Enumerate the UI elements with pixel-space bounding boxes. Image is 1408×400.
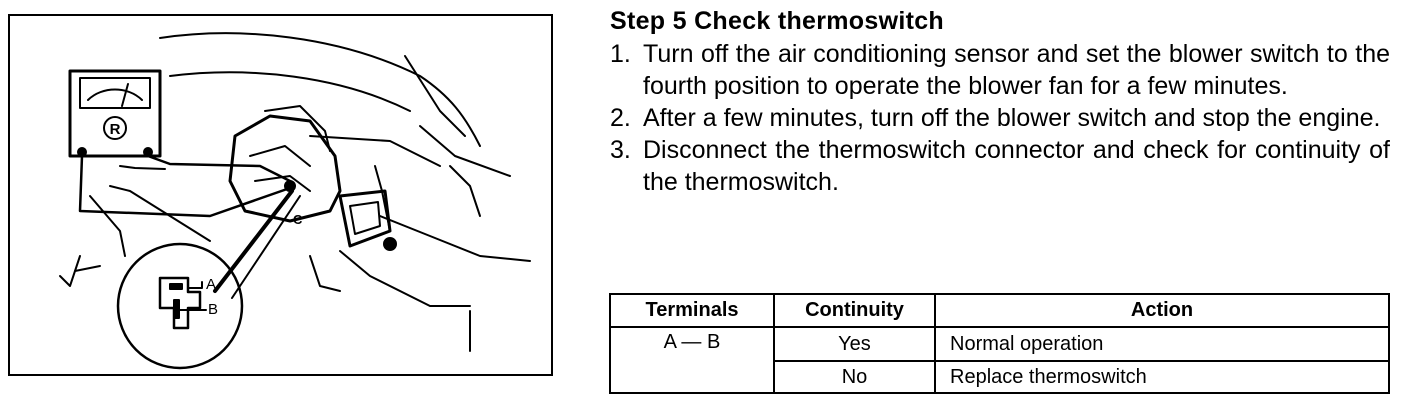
terminal-b-label: B <box>208 301 219 318</box>
leader-lines <box>215 191 300 298</box>
terminals-cell-merged <box>610 361 774 393</box>
step-number: 3. <box>610 136 631 164</box>
continuity-cell: Yes <box>774 327 935 361</box>
step-item-2 <box>610 102 1390 134</box>
header-continuity: Continuity <box>774 294 935 327</box>
action-cell: Replace thermoswitch <box>935 361 1389 393</box>
continuity-cell: No <box>774 361 935 393</box>
thermoswitch-illustration <box>10 16 553 376</box>
terminals-cell: A — B <box>610 327 774 361</box>
step-text: Disconnect the thermoswitch connector and check for continuity of the thermoswitch. <box>643 136 1390 196</box>
step-text: After a few minutes, turn off the blower switch and stop the engine. <box>643 104 1381 132</box>
step-number: 1. <box>610 40 631 68</box>
table-row <box>610 327 1389 361</box>
header-terminals: Terminals <box>610 294 774 327</box>
step-item-1 <box>610 38 1390 102</box>
action-cell: Normal operation <box>935 327 1389 361</box>
dashboard-outline <box>60 33 530 351</box>
step-text: Turn off the air conditioning sensor and set the blower switch to the fourth position to operate the blower fan for a few minutes. <box>643 40 1390 100</box>
table-header-row <box>610 294 1389 327</box>
terminal-a-label: A <box>206 276 217 293</box>
continuity-table <box>609 293 1390 394</box>
connector-detail <box>118 244 242 368</box>
header-action: Action <box>935 294 1389 327</box>
step-item-3 <box>610 134 1390 198</box>
thermoswitch-housing <box>230 106 396 250</box>
ohmmeter-icon <box>70 71 160 156</box>
ohmmeter-letter: R <box>109 121 121 138</box>
wire-label: C <box>293 212 303 227</box>
step-number: 2. <box>610 104 631 132</box>
step-title: Step 5 Check thermoswitch <box>610 7 944 35</box>
instructions <box>610 4 1390 198</box>
figure-frame <box>8 14 553 376</box>
table-row <box>610 361 1389 393</box>
step-list <box>610 38 1390 198</box>
